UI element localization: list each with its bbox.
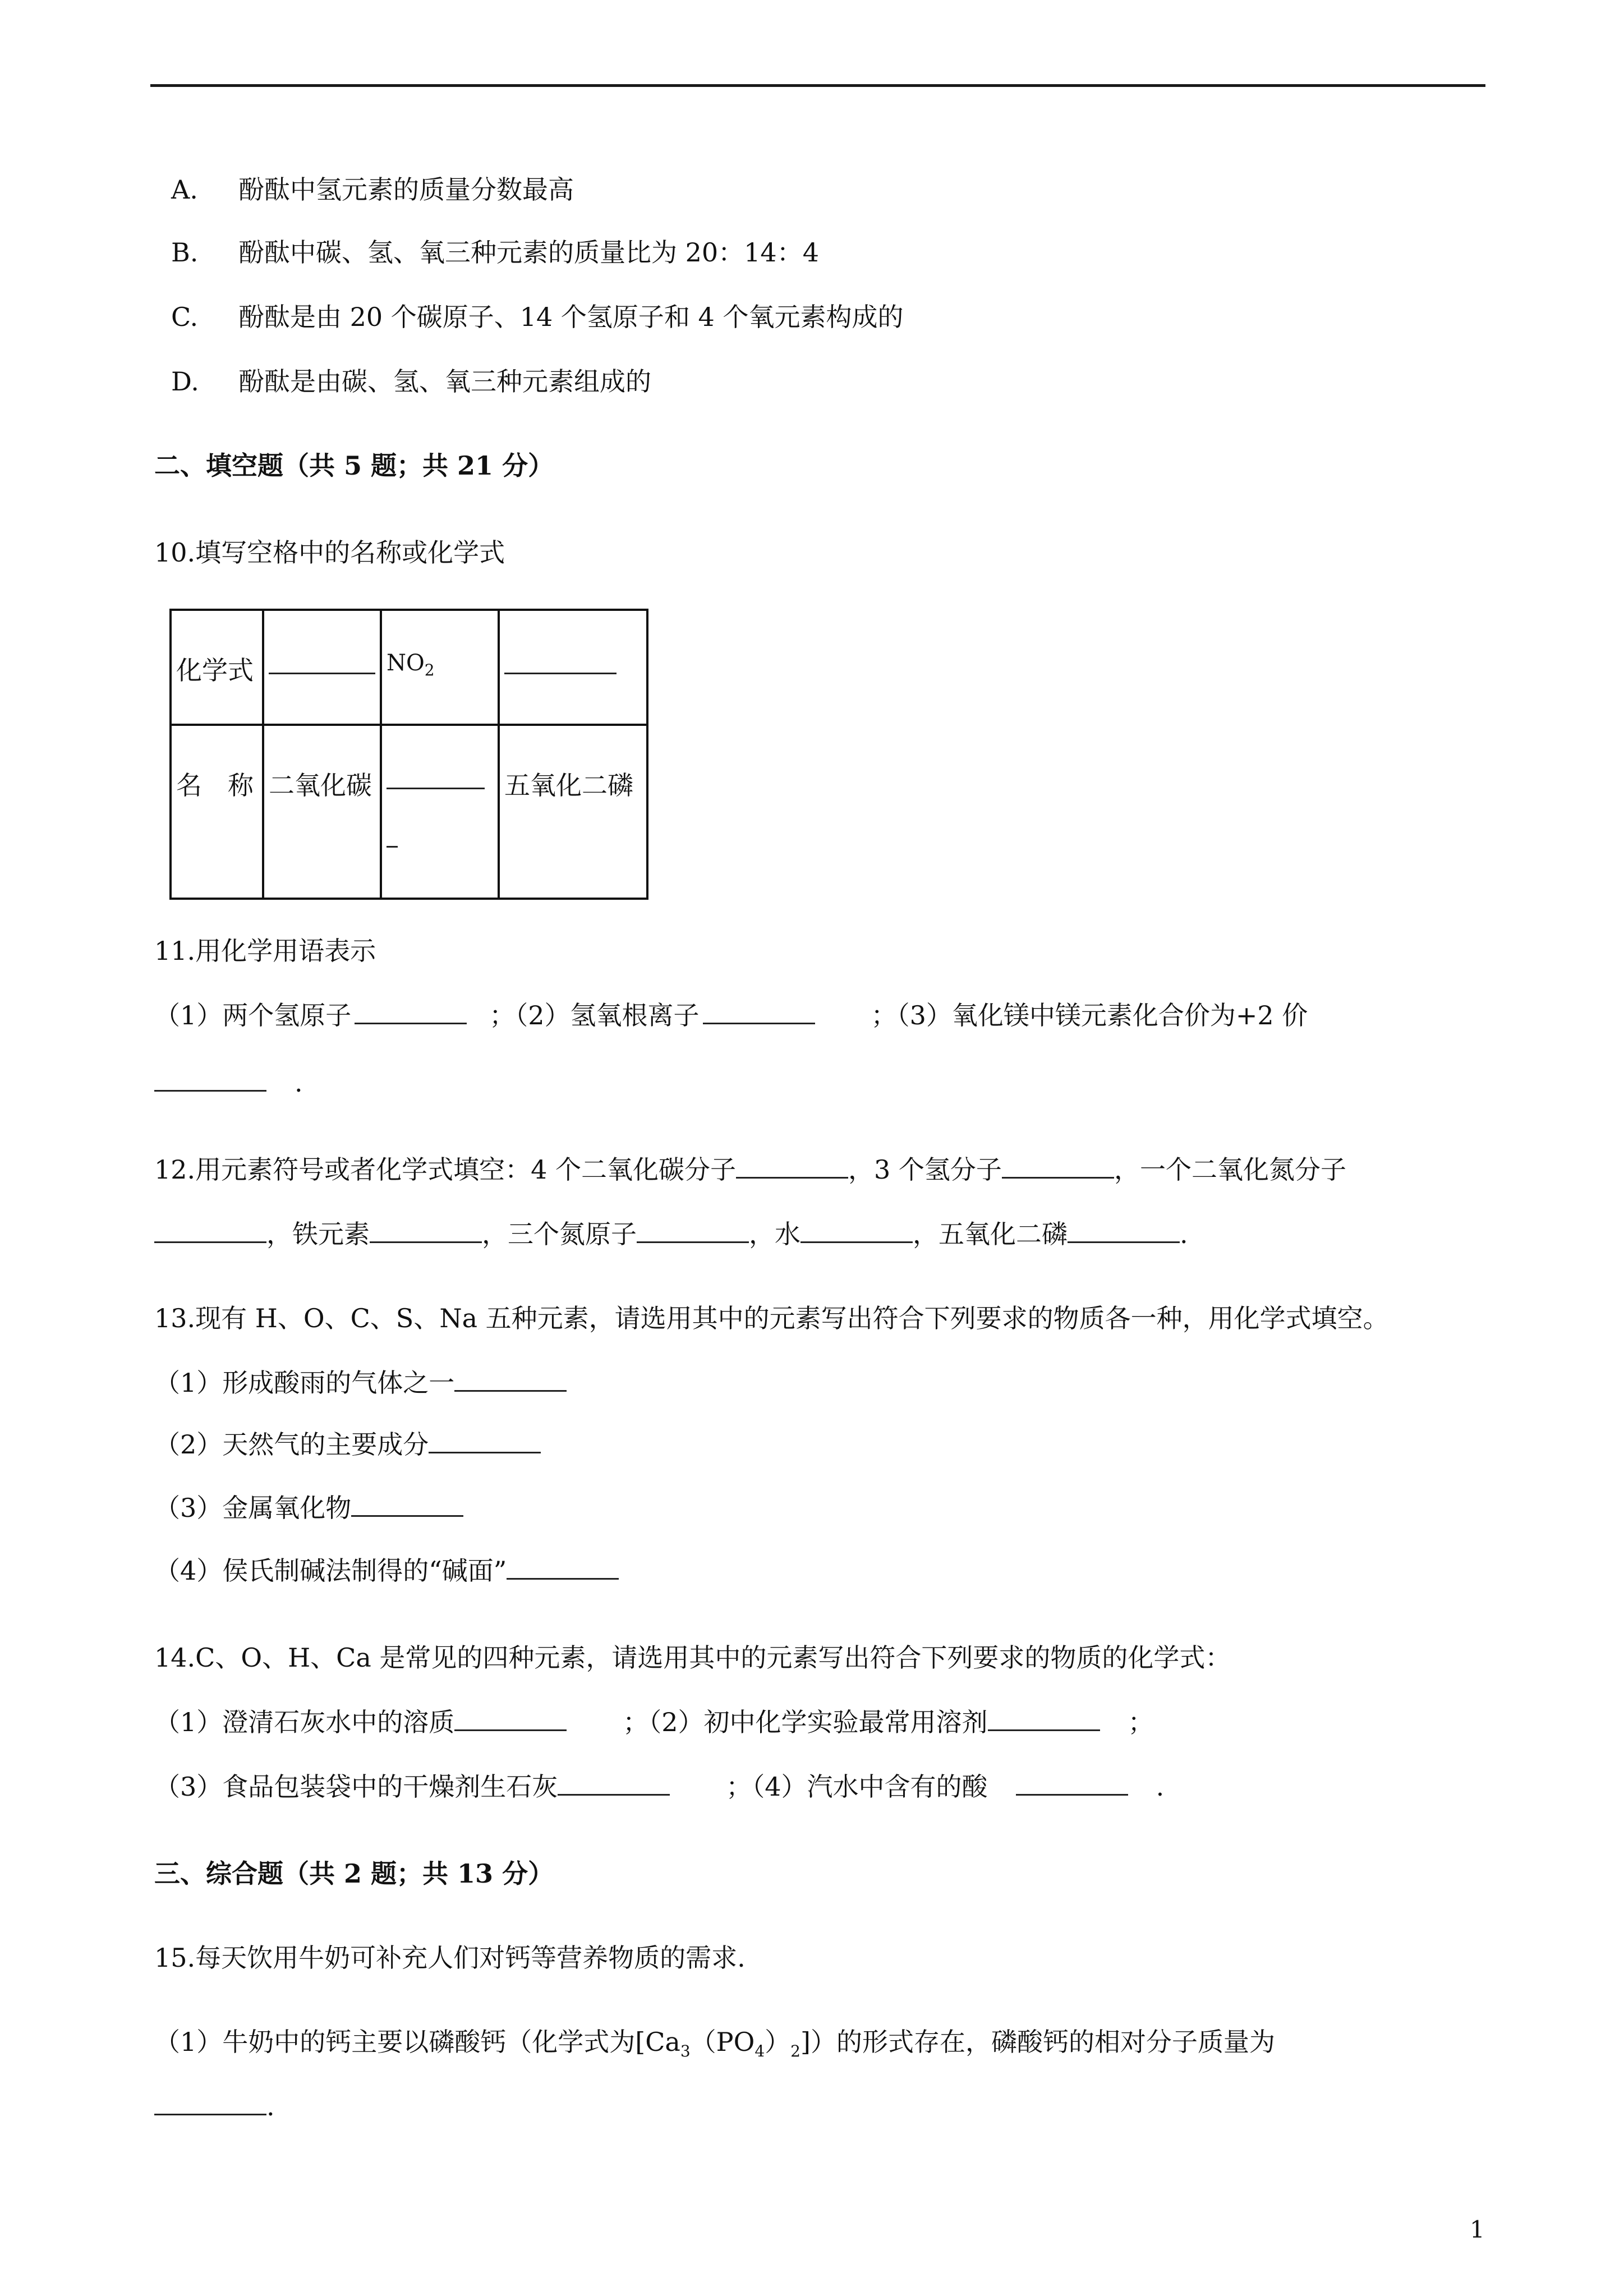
answer-blank[interactable] <box>1016 1772 1128 1796</box>
formula-subscript: 2 <box>790 2042 801 2061</box>
question-10-table <box>169 609 648 900</box>
question-15-title: 15.每天饮用牛奶可补充人们对钙等营养物质的需求. <box>154 1943 746 1973</box>
question-text: （1）牛奶中的钙主要以磷酸钙（化学式为[Ca <box>154 2027 680 2057</box>
option-letter: B. <box>171 237 199 268</box>
table-formula-cell <box>381 610 499 725</box>
question-text: ；（2）初中化学实验最常用溶剂 <box>623 1707 988 1737</box>
question-text: ，水 <box>749 1219 801 1249</box>
question-12-line-1 <box>154 1153 1346 1186</box>
question-text: . <box>1180 1219 1188 1249</box>
answer-blank[interactable] <box>1068 1219 1180 1243</box>
answer-blank[interactable] <box>269 650 375 674</box>
answer-blank[interactable] <box>154 2091 266 2115</box>
question-11-line-1 <box>154 999 1308 1032</box>
section-heading: 二、填空题（共 5 题；共 21 分） <box>154 450 554 481</box>
question-text: （1）形成酸雨的气体之一 <box>154 1368 455 1398</box>
question-text: （3）食品包装袋中的干燥剂生石灰 <box>154 1772 558 1802</box>
formula-text: NO <box>387 650 425 676</box>
question-14-line-2 <box>154 1770 1164 1803</box>
answer-blank[interactable] <box>454 1368 567 1392</box>
formula-subscript: 2 <box>424 661 435 679</box>
question-text: ，3 个氢分子 <box>848 1154 1002 1185</box>
answer-blank[interactable] <box>703 1000 815 1024</box>
answer-blank[interactable] <box>154 1219 266 1243</box>
option-letter: A. <box>171 174 198 205</box>
section-heading: 三、综合题（共 2 题；共 13 分） <box>154 1858 554 1889</box>
option-b <box>171 236 819 269</box>
option-text: 酚酞中碳、氢、氧三种元素的质量比为 20：14：4 <box>238 237 819 268</box>
question-text: . <box>1156 1772 1165 1802</box>
question-text: ，三个氮原子 <box>482 1219 637 1249</box>
answer-blank[interactable] <box>355 1000 467 1024</box>
option-letter: D. <box>171 366 199 397</box>
question-13-title: 13.现有 H、O、C、S、Na 五种元素，请选用其中的元素写出符合下列要求的物质各一种，用化学式填空。 <box>154 1303 1389 1333</box>
table-row-label: 名 称 <box>171 725 263 899</box>
table-row-label: 化学式 <box>171 610 263 725</box>
table-name-cell: 五氧化二磷 <box>499 725 647 899</box>
answer-blank[interactable] <box>387 765 485 789</box>
question-11-title: 11.用化学用语表示 <box>154 936 376 966</box>
question-text: ） <box>765 2027 791 2057</box>
question-12-line-2 <box>154 1217 1188 1251</box>
question-15-part-1 <box>154 2025 1275 2068</box>
answer-blank[interactable] <box>637 1219 749 1243</box>
option-c <box>171 300 903 334</box>
question-10-title: 10.填写空格中的名称或化学式 <box>154 537 505 568</box>
answer-blank[interactable] <box>558 1772 670 1796</box>
answer-blank-wrap <box>387 823 398 848</box>
option-letter: C. <box>171 302 199 332</box>
question-text: ； <box>1128 1707 1154 1737</box>
question-text: ，一个二氧化氮分子 <box>1114 1154 1346 1185</box>
answer-blank[interactable] <box>1002 1154 1114 1179</box>
question-15-line-2 <box>154 2090 275 2123</box>
question-14-line-1 <box>154 1705 1154 1739</box>
question-13-item <box>154 1491 463 1525</box>
answer-blank[interactable] <box>370 1219 482 1243</box>
question-text: （PO <box>690 2027 755 2057</box>
option-text: 酚酞中氢元素的质量分数最高 <box>238 174 574 205</box>
table-blank-cell <box>381 725 499 899</box>
question-text: . <box>266 2091 275 2122</box>
question-11-line-2 <box>154 1066 303 1099</box>
question-text: ；（4）汽水中含有的酸 <box>726 1772 988 1802</box>
question-13-item <box>154 1554 619 1588</box>
question-text: ]）的形式存在，磷酸钙的相对分子质量为 <box>801 2027 1275 2057</box>
formula-subscript: 3 <box>680 2042 691 2061</box>
answer-blank[interactable] <box>154 1068 266 1092</box>
option-text: 酚酞是由 20 个碳原子、14 个氢原子和 4 个氧元素构成的 <box>238 302 904 332</box>
question-text: ；（2）氢氧根离子 <box>489 1000 700 1030</box>
question-text: （4）侯氏制碱法制得的“碱面” <box>154 1556 507 1586</box>
table-blank-cell <box>499 610 647 725</box>
table-name-cell: 二氧化碳 <box>263 725 381 899</box>
header-rule <box>150 84 1485 87</box>
answer-blank[interactable] <box>801 1219 913 1243</box>
option-a <box>171 173 574 206</box>
answer-blank[interactable] <box>454 1707 567 1731</box>
question-14-title: 14.C、O、H、Ca 是常见的四种元素，请选用其中的元素写出符合下列要求的物质的化学式： <box>154 1642 1231 1673</box>
answer-blank[interactable] <box>736 1154 848 1179</box>
question-text: . <box>295 1068 303 1098</box>
question-13-item <box>154 1428 541 1461</box>
question-text: （1）澄清石灰水中的溶质 <box>154 1707 455 1737</box>
question-text: （1）两个氢原子 <box>154 1000 352 1030</box>
answer-blank[interactable] <box>507 1556 619 1580</box>
question-text: ，五氧化二磷 <box>913 1219 1068 1249</box>
answer-blank[interactable] <box>351 1493 463 1517</box>
option-d <box>171 365 651 398</box>
question-text: 12.用元素符号或者化学式填空：4 个二氧化碳分子 <box>154 1154 737 1185</box>
table-blank-cell <box>263 610 381 725</box>
question-text: ，铁元素 <box>266 1219 370 1249</box>
answer-blank[interactable] <box>988 1707 1100 1731</box>
question-text: （3）金属氧化物 <box>154 1493 352 1523</box>
question-text: ；（3）氧化镁中镁元素化合价为+2 价 <box>871 1000 1308 1030</box>
question-text: （2）天然气的主要成分 <box>154 1429 429 1460</box>
formula-subscript: 4 <box>755 2042 765 2061</box>
answer-blank[interactable] <box>504 650 617 674</box>
option-text: 酚酞是由碳、氢、氧三种元素组成的 <box>238 366 651 397</box>
answer-blank[interactable] <box>429 1429 541 1453</box>
question-13-item <box>154 1366 567 1400</box>
page-number: 1 <box>1470 2216 1485 2243</box>
